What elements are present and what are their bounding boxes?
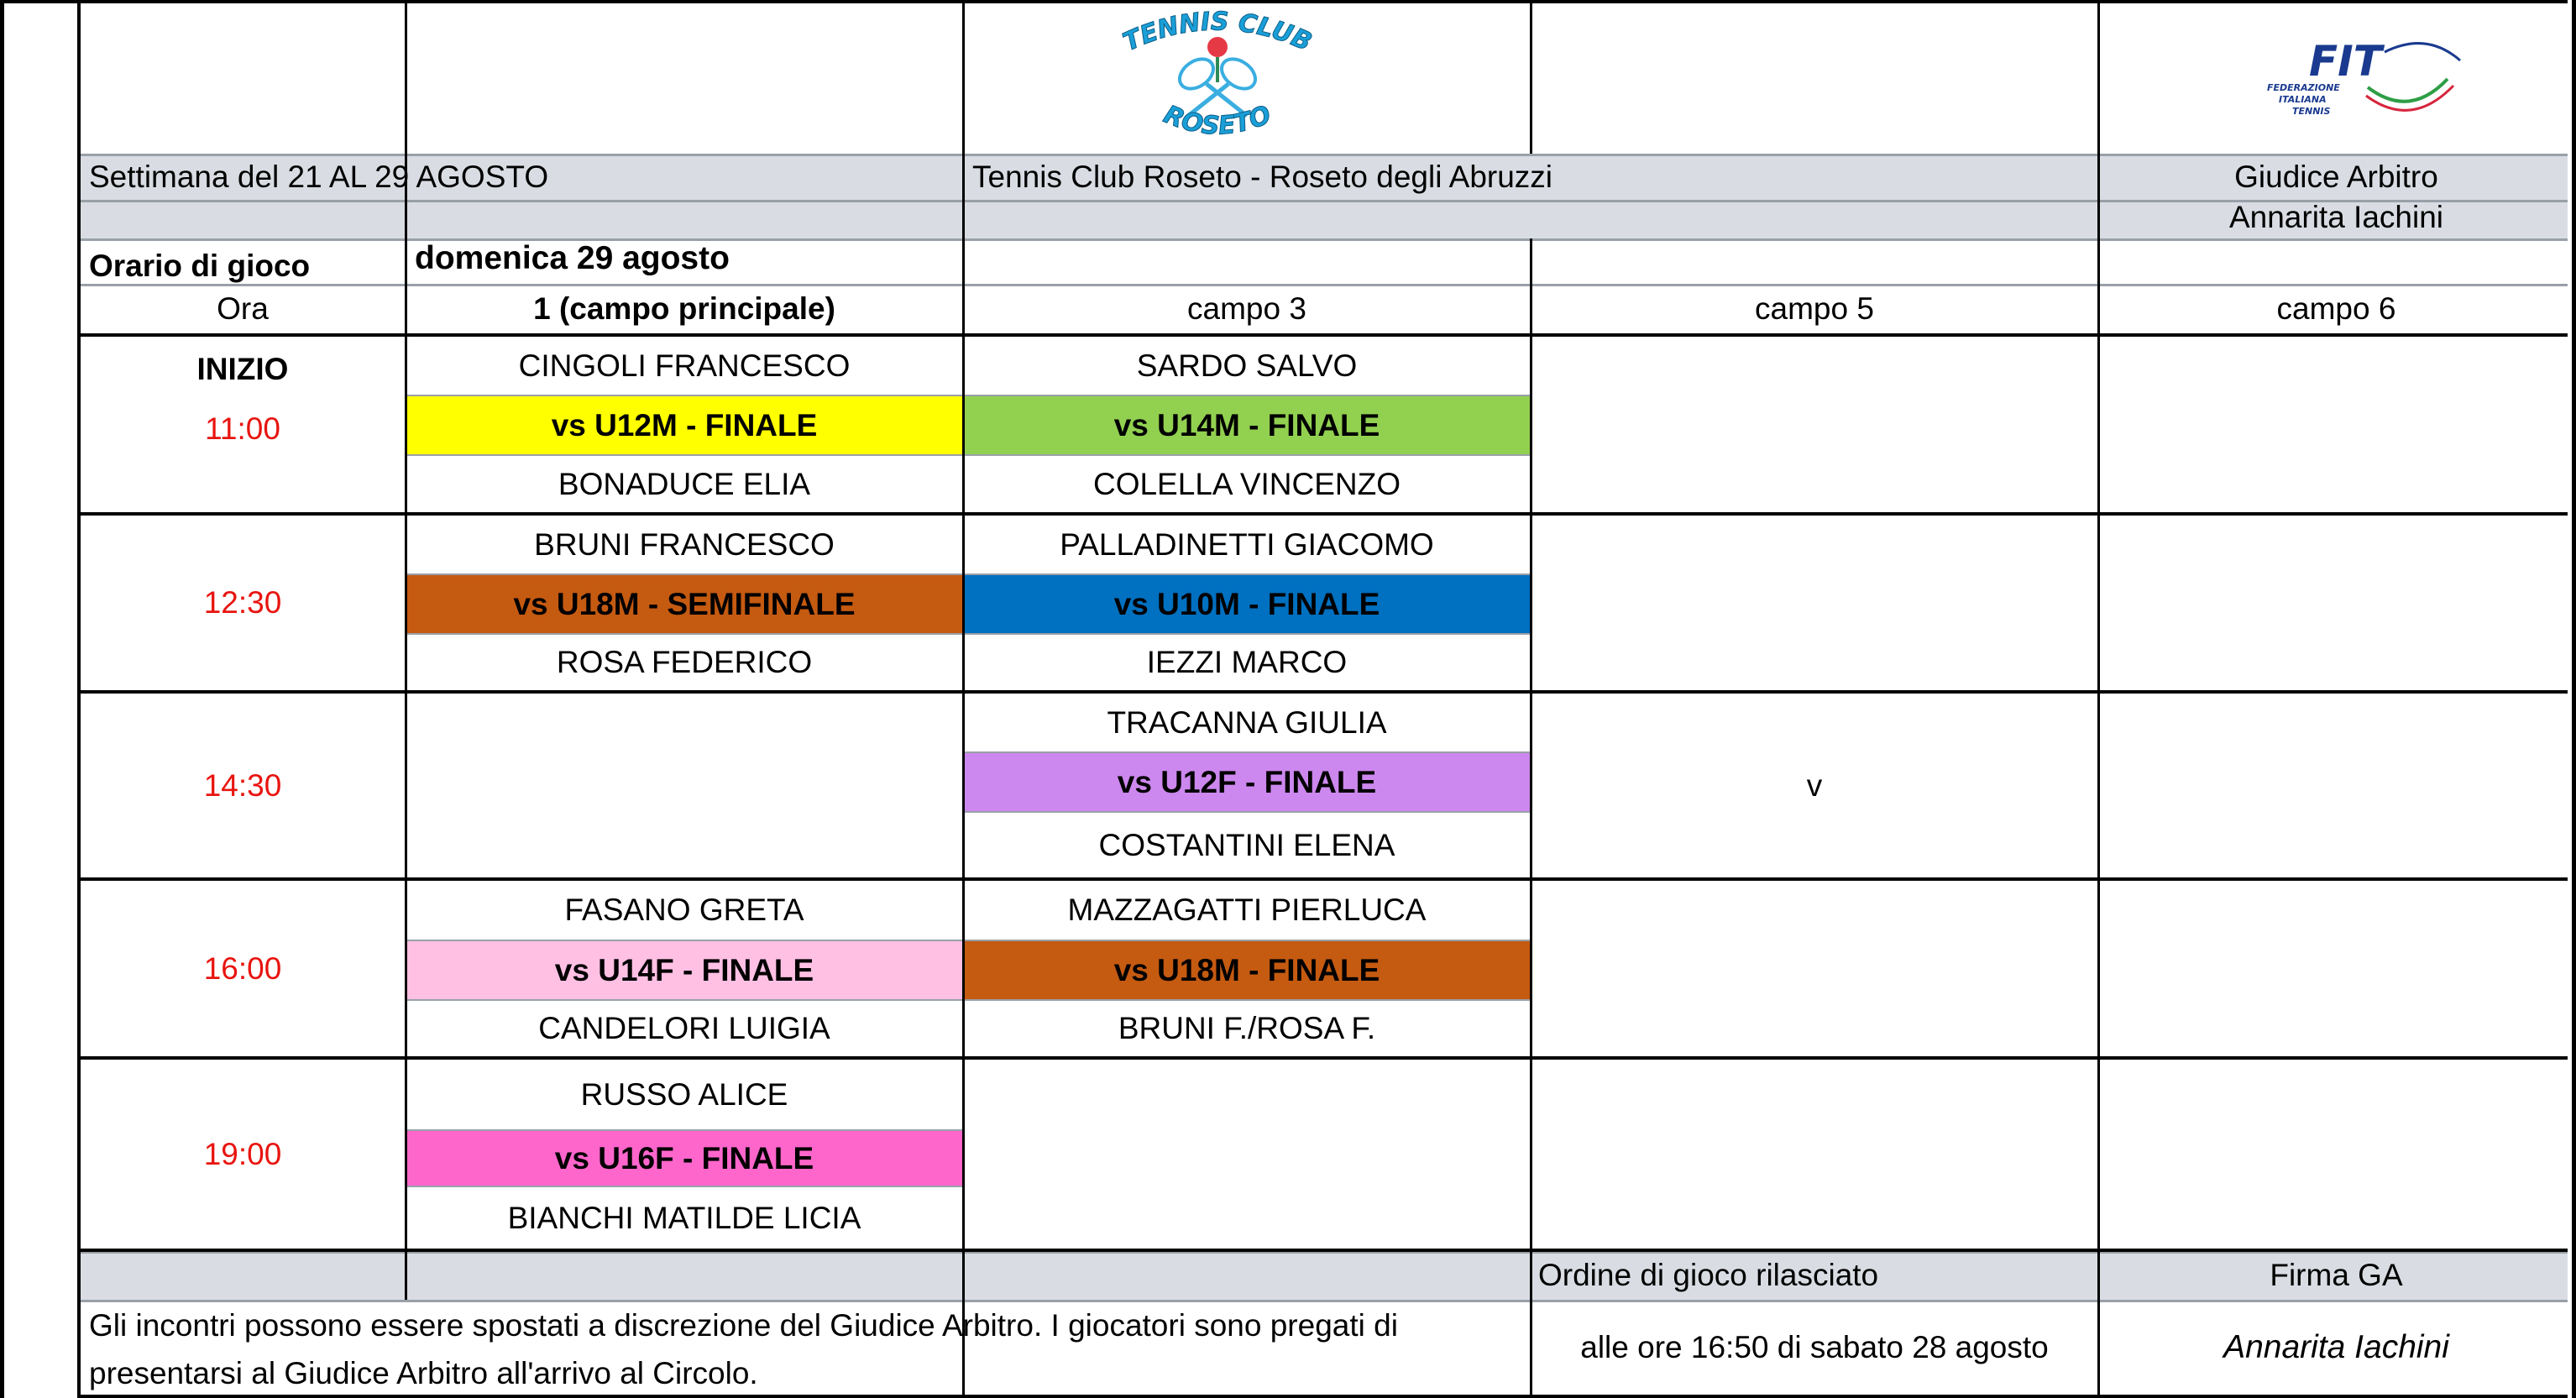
player-name: BRUNI F./ROSA F.: [1118, 1011, 1376, 1045]
time-slot: 19:00: [203, 1136, 282, 1171]
court5-note: v: [1806, 767, 1823, 803]
player-name: RUSSO ALICE: [580, 1076, 788, 1112]
match-label: vs U18M - FINALE: [1113, 952, 1380, 987]
time-slot: 12:30: [203, 585, 282, 620]
time-slot: 14:30: [203, 767, 282, 803]
player-name: COLELLA VINCENZO: [1092, 466, 1401, 501]
schedule-label: Orario di gioco: [89, 249, 311, 283]
column-header-ora: Ora: [217, 291, 269, 326]
footer-note: Gli incontri possono essere spostati a discrezione del Giudice Arbitro. I giocatori sono pregati di presentarsi al Giudice Arbitro all'arrivo al Circolo.: [89, 1308, 1398, 1390]
match-label: vs U12F - FINALE: [1117, 764, 1377, 799]
svg-text:TENNIS: TENNIS: [2292, 106, 2331, 117]
start-label: INIZIO: [196, 352, 289, 386]
player-name: ROSA FEDERICO: [556, 645, 813, 679]
time-slot: 11:00: [205, 411, 280, 446]
match-label: vs U12M - FINALE: [551, 407, 818, 442]
player-name: BIANCHI MATILDE LICIA: [507, 1200, 861, 1235]
released-when: alle ore 16:50 di sabato 28 agosto: [1580, 1329, 2049, 1364]
border-top: [81, 0, 2568, 3]
signature-label: Firma GA: [2270, 1258, 2403, 1292]
schedule-date: domenica 29 agosto: [415, 240, 730, 276]
match-label: vs U14M - FINALE: [1113, 407, 1380, 442]
player-name: COSTANTINI ELENA: [1098, 827, 1395, 862]
player-name: CANDELORI LUIGIA: [538, 1011, 830, 1045]
column-header-court1: 1 (campo principale): [533, 291, 835, 326]
referee-signature: Annarita Iachini: [2223, 1328, 2449, 1365]
referee-title: Giudice Arbitro: [2234, 159, 2438, 194]
player-name: BRUNI FRANCESCO: [534, 526, 835, 562]
column-header-court3: campo 3: [1187, 291, 1306, 326]
referee-name: Annarita Iachini: [2228, 200, 2444, 234]
column-header-court6: campo 6: [2276, 291, 2396, 326]
player-name: IEZZI MARCO: [1146, 645, 1348, 679]
border-bottom: [81, 1395, 2568, 1398]
column-header-court5: campo 5: [1755, 291, 1874, 326]
tennis-club-roseto-logo: [1092, 7, 1343, 149]
player-name: CINGOLI FRANCESCO: [518, 348, 851, 383]
left-frame-top: [0, 0, 81, 3]
fit-logo: [2259, 35, 2469, 132]
match-label: vs U14F - FINALE: [554, 952, 814, 987]
svg-text:ROSETO: ROSETO: [1160, 99, 1275, 141]
svg-text:FIT: FIT: [2309, 37, 2382, 86]
week-label: Settimana del 21 AL 29 AGOSTO: [89, 159, 549, 194]
col-line: [1530, 0, 1532, 154]
player-name: TRACANNA GIULIA: [1107, 704, 1387, 740]
svg-text:TENNIS CLUB: TENNIS CLUB: [1118, 7, 1317, 58]
time-slot: 16:00: [203, 950, 282, 986]
left-frame: [0, 0, 4, 1398]
match-label: vs U18M - SEMIFINALE: [513, 586, 856, 621]
player-name: PALLADINETTI GIACOMO: [1060, 526, 1434, 562]
match-label: vs U10M - FINALE: [1113, 586, 1380, 621]
svg-text:FEDERAZIONE: FEDERAZIONE: [2267, 82, 2340, 93]
match-label: vs U16F - FINALE: [554, 1140, 814, 1175]
player-name: BONADUCE ELIA: [558, 466, 811, 501]
player-name: SARDO SALVO: [1136, 348, 1358, 383]
club-label: Tennis Club Roseto - Roseto degli Abruzzi: [972, 159, 1553, 194]
player-name: MAZZAGATTI PIERLUCA: [1067, 893, 1427, 927]
player-name: FASANO GRETA: [564, 893, 804, 927]
svg-text:ITALIANA: ITALIANA: [2279, 94, 2327, 105]
released-label: Ordine di gioco rilasciato: [1538, 1258, 1879, 1292]
